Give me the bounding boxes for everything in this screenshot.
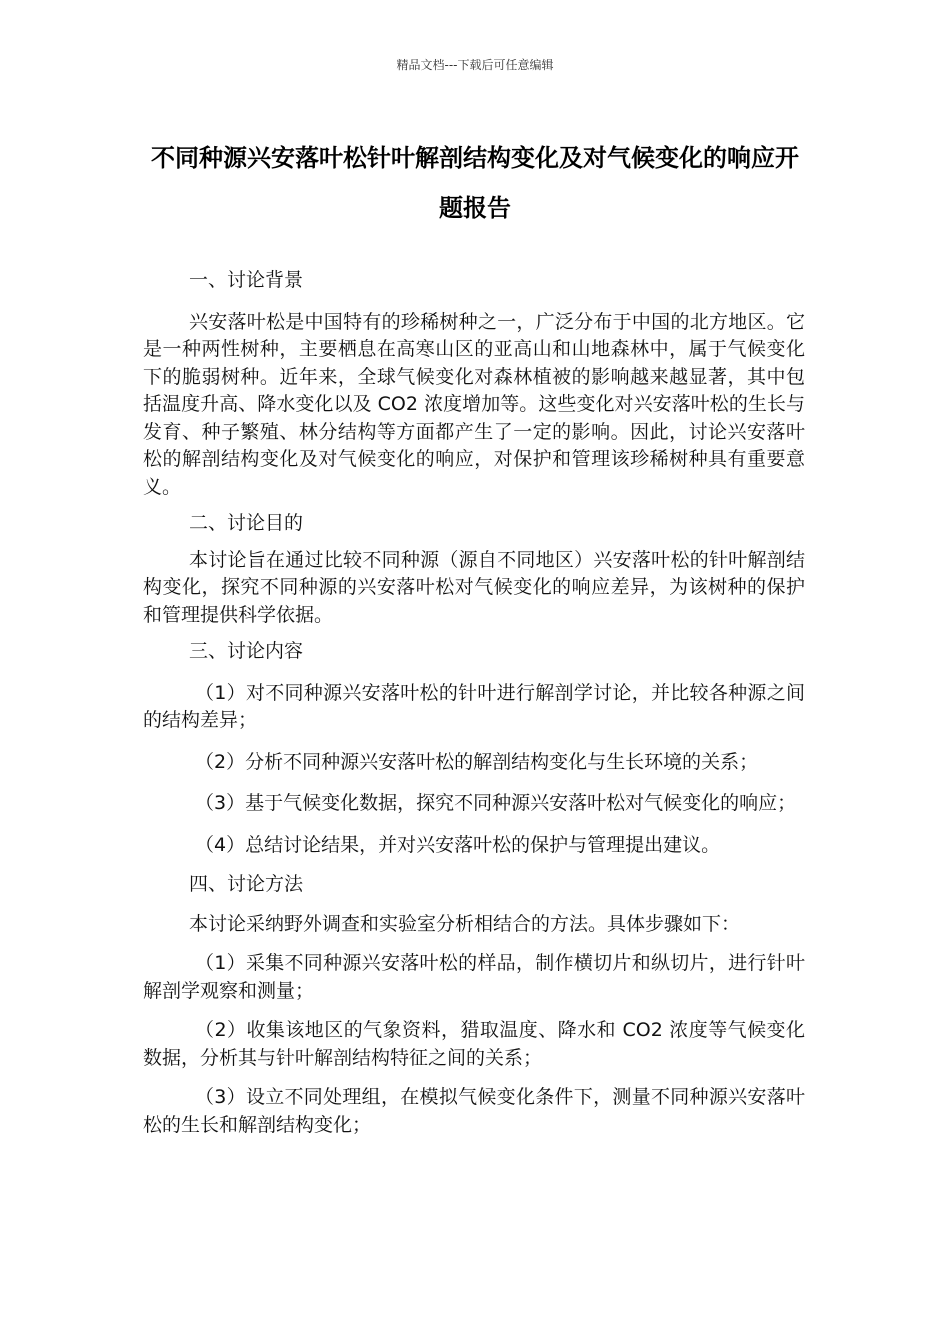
list-item-methods-3: （3）设立不同处理组，在模拟气候变化条件下，测量不同种源兴安落叶松的生长和解剖结构变化； <box>143 1086 805 1136</box>
paragraph-methods: 本讨论采纳野外调查和实验室分析相结合的方法。具体步骤如下： <box>189 912 741 935</box>
list-item-methods-1: （1）采集不同种源兴安落叶松的样品，制作横切片和纵切片，进行针叶解剖学观察和测量； <box>143 952 805 1002</box>
document-title: 不同种源兴安落叶松针叶解剖结构变化及对气候变化的响应开题报告 <box>151 144 799 222</box>
list-item-content-2: （2）分析不同种源兴安落叶松的解剖结构变化与生长环境的关系； <box>195 750 759 773</box>
list-item-methods-2: （2）收集该地区的气象资料，猎取温度、降水和 CO2 浓度等气候变化数据，分析其与针叶解剖结构特征之间的关系； <box>143 1019 805 1069</box>
document-body <box>143 267 805 1139</box>
list-item-content-4: （4）总结讨论结果，并对兴安落叶松的保护与管理提出建议。 <box>195 833 721 856</box>
section-heading-purpose: 二、讨论目的 <box>189 512 304 534</box>
list-item-content-1: （1）对不同种源兴安落叶松的针叶进行解剖学讨论，并比较各种源之间的结构差异； <box>143 681 805 731</box>
section-heading-background: 一、讨论背景 <box>189 269 304 291</box>
list-item-content-3: （3）基于气候变化数据，探究不同种源兴安落叶松对气候变化的响应； <box>195 792 797 814</box>
page-header-note: 精品文档---下载后可任意编辑 <box>396 58 554 72</box>
section-heading-methods: 四、讨论方法 <box>189 873 304 895</box>
section-heading-content: 三、讨论内容 <box>189 640 304 662</box>
paragraph-background: 兴安落叶松是中国特有的珍稀树种之一，广泛分布于中国的北方地区。它是一种两性树种，主要栖息在高寒山区的亚高山和山地森林中，属于气候变化下的脆弱树种。近年来，全球气候变化对森林植被的影响越来越显著，其中包括温度升高、降水变化以及 CO2 浓度增加等。这些变化对兴安落叶松的生长与发育、种子繁殖、林分结构等方面都产生了一定的影响。因此，讨论兴安落叶松的解剖结构变化及对气候变化的响应，对保护和管理该珍稀树种具有重要意义。 <box>143 310 805 498</box>
paragraph-purpose: 本讨论旨在通过比较不同种源（源自不同地区）兴安落叶松的针叶解剖结构变化，探究不同种源的兴安落叶松对气候变化的响应差异，为该树种的保护和管理提供科学依据。 <box>143 548 805 626</box>
